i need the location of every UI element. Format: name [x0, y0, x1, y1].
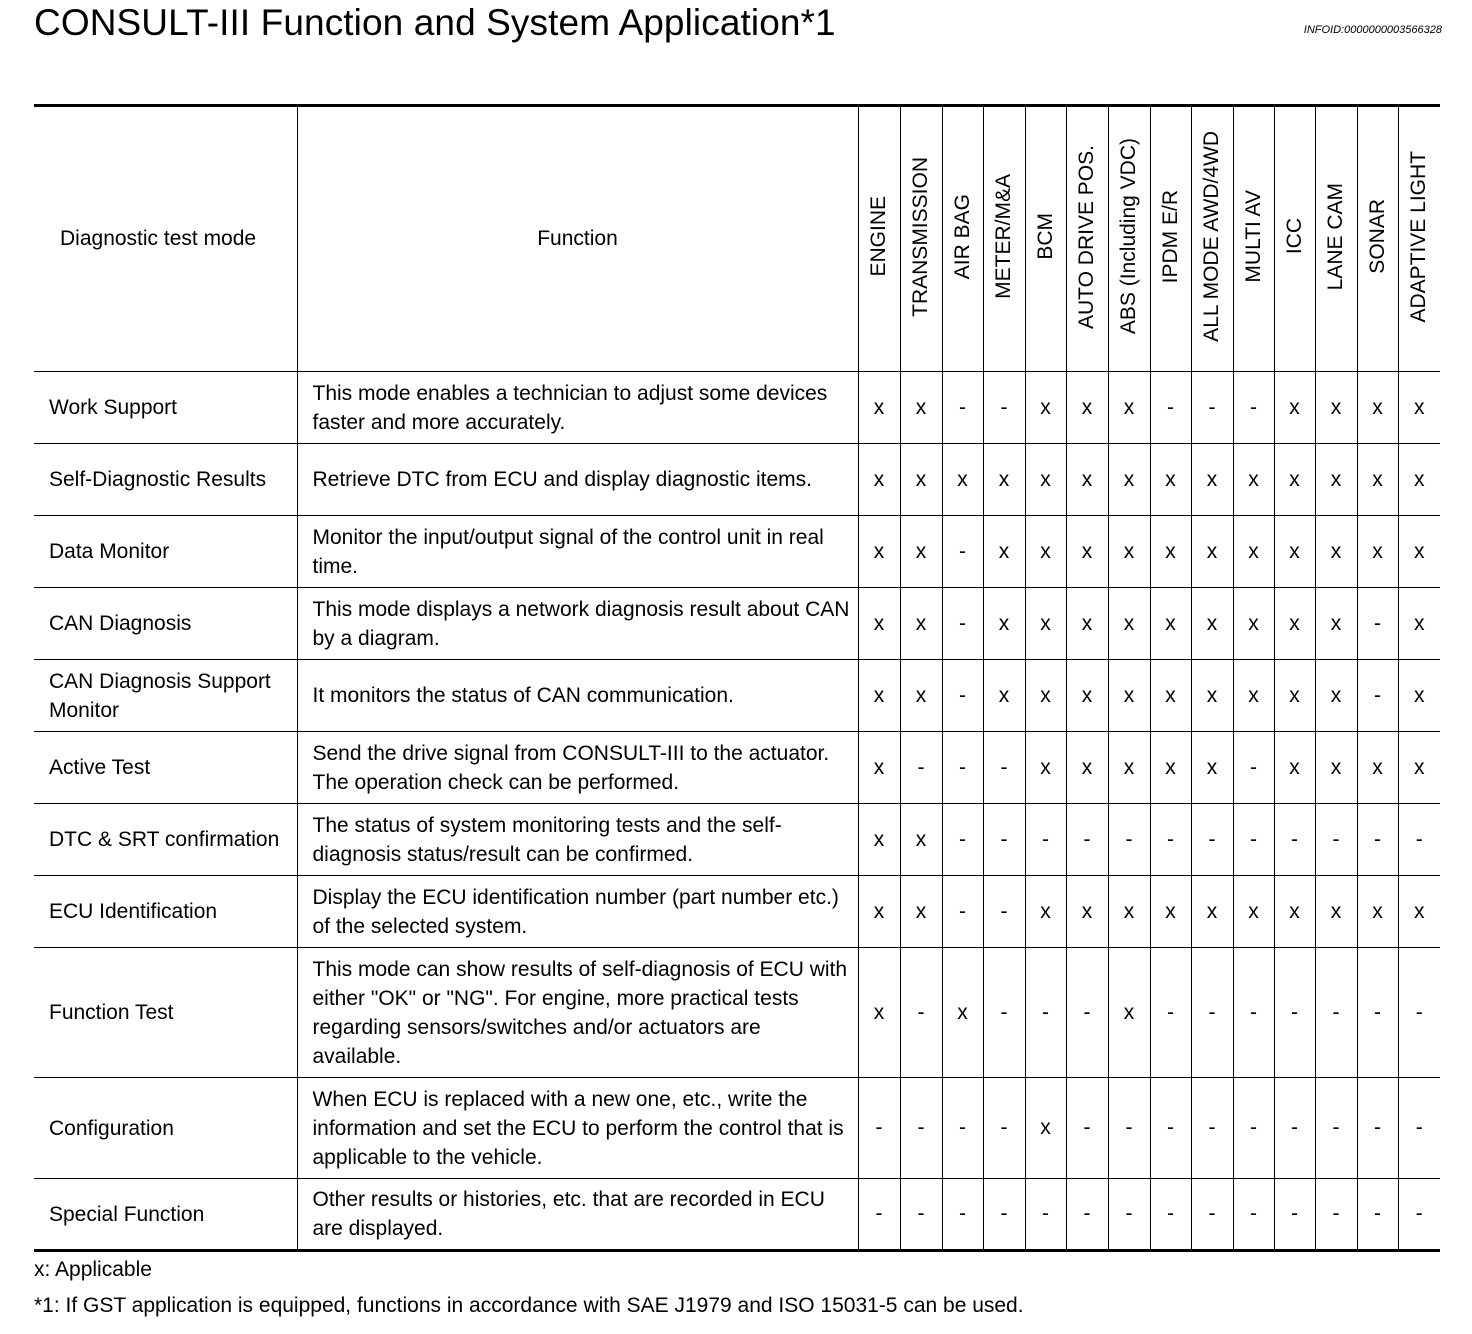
applicability-mark: - — [1233, 732, 1274, 804]
applicability-mark: x — [1025, 1078, 1066, 1179]
applicability-mark: - — [1357, 948, 1398, 1078]
applicability-mark: - — [1150, 1179, 1191, 1251]
system-header-multi-av — [1233, 106, 1274, 372]
system-header-label: AUTO DRIVE POS. — [1075, 144, 1098, 329]
applicability-mark: - — [983, 372, 1025, 444]
applicability-mark: - — [1357, 804, 1398, 876]
table-row — [34, 1179, 1440, 1251]
applicability-mark: x — [1398, 732, 1440, 804]
applicability-mark: x — [1357, 372, 1398, 444]
applicability-mark: x — [1150, 588, 1191, 660]
table-row — [34, 732, 1440, 804]
applicability-mark: - — [942, 516, 983, 588]
applicability-mark: x — [1315, 732, 1357, 804]
system-header-ipdm — [1150, 106, 1191, 372]
applicability-mark: - — [900, 732, 942, 804]
applicability-mark: - — [942, 804, 983, 876]
applicability-mark: x — [1066, 876, 1108, 948]
system-header-label: ABS (Including VDC) — [1117, 138, 1140, 335]
function-description-cell: This mode displays a network diagnosis result about CAN by a diagram. — [297, 588, 858, 660]
applicability-mark: x — [1066, 372, 1108, 444]
diagnostic-mode-cell: Function Test — [34, 948, 297, 1078]
mode-column-header: Diagnostic test mode — [34, 106, 297, 372]
table-header-row — [34, 106, 1440, 372]
applicability-mark: x — [1191, 732, 1233, 804]
applicability-mark: x — [900, 516, 942, 588]
applicability-mark: x — [1025, 444, 1066, 516]
applicability-mark: x — [1025, 588, 1066, 660]
system-header-label: METER/M&A — [992, 174, 1015, 299]
applicability-mark: - — [900, 1179, 942, 1251]
diagnostic-mode-cell: DTC & SRT confirmation — [34, 804, 297, 876]
applicability-mark: - — [1398, 804, 1440, 876]
applicability-mark: - — [1274, 948, 1315, 1078]
applicability-mark: - — [1108, 804, 1150, 876]
applicability-mark: - — [942, 732, 983, 804]
applicability-mark: - — [858, 1078, 900, 1179]
applicability-mark: x — [1066, 444, 1108, 516]
table-row — [34, 372, 1440, 444]
applicability-mark: - — [1066, 948, 1108, 1078]
function-system-table — [34, 104, 1440, 1252]
applicability-mark: x — [1233, 588, 1274, 660]
applicability-mark: x — [942, 948, 983, 1078]
applicability-mark: - — [1274, 1078, 1315, 1179]
applicability-mark: - — [1191, 948, 1233, 1078]
applicability-mark: x — [1274, 876, 1315, 948]
function-description-cell: Other results or histories, etc. that are recorded in ECU are displayed. — [297, 1179, 858, 1251]
diagnostic-mode-cell: Self-Diagnostic Results — [34, 444, 297, 516]
applicability-mark: - — [1025, 1179, 1066, 1251]
applicability-mark: - — [1191, 1179, 1233, 1251]
applicability-mark: - — [1274, 804, 1315, 876]
footnote: *1: If GST application is equipped, functions in accordance with SAE J1979 and ISO 15031-5 can be used. — [34, 1294, 1024, 1317]
applicability-mark: - — [900, 1078, 942, 1179]
applicability-mark: x — [942, 444, 983, 516]
applicability-mark: x — [1357, 444, 1398, 516]
applicability-mark: - — [900, 948, 942, 1078]
applicability-mark: x — [1233, 444, 1274, 516]
applicability-mark: x — [1025, 660, 1066, 732]
applicability-mark: x — [900, 804, 942, 876]
applicability-mark: - — [1066, 1078, 1108, 1179]
applicability-mark: - — [858, 1179, 900, 1251]
applicability-mark: x — [1025, 732, 1066, 804]
applicability-mark: - — [1233, 948, 1274, 1078]
table-row — [34, 588, 1440, 660]
applicability-mark: x — [1108, 876, 1150, 948]
applicability-mark: x — [1274, 588, 1315, 660]
system-header-awd — [1191, 106, 1233, 372]
applicability-mark: x — [1274, 372, 1315, 444]
table-row — [34, 804, 1440, 876]
function-description-cell: Display the ECU identification number (part number etc.) of the selected system. — [297, 876, 858, 948]
applicability-mark: x — [1357, 876, 1398, 948]
applicability-mark: x — [1398, 516, 1440, 588]
applicability-mark: x — [900, 588, 942, 660]
applicability-mark: x — [1398, 372, 1440, 444]
diagnostic-mode-cell: Work Support — [34, 372, 297, 444]
applicability-mark: - — [1398, 1078, 1440, 1179]
applicability-mark: x — [1108, 516, 1150, 588]
table-row — [34, 516, 1440, 588]
applicability-mark: x — [1274, 516, 1315, 588]
applicability-mark: x — [1315, 372, 1357, 444]
applicability-mark: x — [1150, 660, 1191, 732]
system-header-label: MULTI AV — [1241, 190, 1265, 283]
page-title: CONSULT-III Function and System Application*1 — [34, 2, 836, 43]
applicability-mark: - — [1315, 948, 1357, 1078]
applicability-mark: - — [1357, 660, 1398, 732]
applicability-mark: - — [1066, 1179, 1108, 1251]
applicability-mark: - — [1066, 804, 1108, 876]
system-header-transmission — [900, 106, 942, 372]
applicability-mark: x — [983, 444, 1025, 516]
applicability-mark: x — [858, 876, 900, 948]
applicability-mark: - — [942, 660, 983, 732]
system-header-label: LANE CAM — [1324, 182, 1347, 291]
applicability-mark: x — [900, 372, 942, 444]
applicability-mark: - — [1357, 588, 1398, 660]
applicability-mark: x — [858, 372, 900, 444]
table-row — [34, 1078, 1440, 1179]
table-body — [34, 372, 1440, 1251]
applicability-mark: x — [1357, 732, 1398, 804]
applicability-mark: x — [858, 588, 900, 660]
applicability-mark: x — [1066, 588, 1108, 660]
system-header-label: IPDM E/R — [1158, 189, 1182, 284]
applicability-mark: x — [1357, 516, 1398, 588]
system-header-label: ICC — [1282, 218, 1306, 255]
applicability-mark: - — [1108, 1179, 1150, 1251]
applicability-mark: - — [1191, 372, 1233, 444]
system-header-bcm — [1025, 106, 1066, 372]
applicability-mark: x — [1315, 660, 1357, 732]
table-row — [34, 948, 1440, 1078]
applicability-mark: x — [1066, 660, 1108, 732]
applicability-mark: - — [1233, 372, 1274, 444]
applicability-mark: x — [1315, 876, 1357, 948]
applicability-mark: - — [1315, 1078, 1357, 1179]
applicability-mark: x — [1398, 588, 1440, 660]
applicability-mark: x — [1315, 588, 1357, 660]
system-header-label: ALL MODE AWD/4WD — [1200, 131, 1223, 342]
applicability-mark: - — [1357, 1078, 1398, 1179]
applicability-mark: - — [1108, 1078, 1150, 1179]
applicability-mark: - — [1274, 1179, 1315, 1251]
system-header-auto-drive-pos — [1066, 106, 1108, 372]
applicability-mark: - — [942, 876, 983, 948]
applicability-mark: x — [1398, 876, 1440, 948]
applicability-mark: x — [1233, 516, 1274, 588]
applicability-mark: x — [900, 444, 942, 516]
applicability-mark: x — [1066, 732, 1108, 804]
applicability-mark: - — [1315, 1179, 1357, 1251]
applicability-mark: x — [858, 948, 900, 1078]
applicability-mark: x — [1274, 732, 1315, 804]
applicability-mark: x — [1233, 876, 1274, 948]
applicability-mark: x — [1108, 660, 1150, 732]
applicability-mark: - — [1233, 1078, 1274, 1179]
applicability-mark: - — [942, 1179, 983, 1251]
function-description-cell: Send the drive signal from CONSULT-III to the actuator. The operation check can be performed. — [297, 732, 858, 804]
system-header-abs — [1108, 106, 1150, 372]
function-description-cell: This mode enables a technician to adjust some devices faster and more accurately. — [297, 372, 858, 444]
applicability-mark: x — [1108, 588, 1150, 660]
applicability-mark: x — [858, 804, 900, 876]
system-header-icc — [1274, 106, 1315, 372]
applicability-mark: - — [983, 732, 1025, 804]
applicability-mark: - — [1150, 804, 1191, 876]
applicability-mark: - — [1025, 804, 1066, 876]
applicability-mark: x — [1398, 660, 1440, 732]
system-header-label: SONAR — [1365, 199, 1389, 274]
applicability-mark: - — [1233, 1179, 1274, 1251]
applicability-mark: - — [983, 1078, 1025, 1179]
system-header-label: TRANSMISSION — [909, 156, 932, 317]
system-header-label: AIR BAG — [950, 193, 974, 280]
applicability-mark: x — [1191, 588, 1233, 660]
applicability-mark: - — [1398, 948, 1440, 1078]
system-header-engine — [858, 106, 900, 372]
applicability-mark: x — [1025, 372, 1066, 444]
applicability-mark: - — [983, 804, 1025, 876]
system-header-adaptive-light — [1398, 106, 1440, 372]
diagnostic-mode-cell: CAN Diagnosis Support Monitor — [34, 660, 297, 732]
applicability-mark: x — [1191, 444, 1233, 516]
table-row — [34, 660, 1440, 732]
system-header-label: ENGINE — [867, 196, 890, 277]
applicability-mark: x — [858, 660, 900, 732]
applicability-mark: - — [942, 372, 983, 444]
applicability-mark: x — [900, 876, 942, 948]
applicability-mark: - — [1025, 948, 1066, 1078]
applicability-mark: - — [1233, 804, 1274, 876]
applicability-mark: - — [1150, 372, 1191, 444]
function-description-cell: This mode can show results of self-diagnosis of ECU with either "OK" or "NG". For engine, more practical tests regarding sensors/switches and/or actuators are available. — [297, 948, 858, 1078]
system-header-air-bag — [942, 106, 983, 372]
applicability-mark: x — [1233, 660, 1274, 732]
applicability-mark: x — [1150, 444, 1191, 516]
applicability-mark: - — [983, 876, 1025, 948]
system-header-meter — [983, 106, 1025, 372]
applicability-mark: - — [983, 1179, 1025, 1251]
applicability-mark: - — [1191, 1078, 1233, 1179]
legend-note: x: Applicable — [34, 1258, 152, 1281]
applicability-mark: x — [1315, 516, 1357, 588]
system-header-label: BCM — [1033, 213, 1057, 260]
applicability-mark: x — [1150, 516, 1191, 588]
system-header-lane-cam — [1315, 106, 1357, 372]
applicability-mark: x — [858, 732, 900, 804]
table-row — [34, 444, 1440, 516]
applicability-mark: x — [1025, 876, 1066, 948]
applicability-mark: - — [1357, 1179, 1398, 1251]
applicability-mark: x — [1274, 660, 1315, 732]
applicability-mark: x — [1108, 948, 1150, 1078]
applicability-mark: x — [1108, 732, 1150, 804]
applicability-mark: - — [1398, 1179, 1440, 1251]
applicability-mark: x — [1191, 660, 1233, 732]
function-description-cell: It monitors the status of CAN communication. — [297, 660, 858, 732]
applicability-mark: - — [942, 588, 983, 660]
diagnostic-mode-cell: Special Function — [34, 1179, 297, 1251]
applicability-mark: x — [1150, 876, 1191, 948]
applicability-mark: x — [983, 588, 1025, 660]
applicability-mark: x — [1315, 444, 1357, 516]
function-column-header: Function — [297, 106, 858, 372]
function-description-cell: Retrieve DTC from ECU and display diagnostic items. — [297, 444, 858, 516]
applicability-mark: x — [900, 660, 942, 732]
applicability-mark: - — [1191, 804, 1233, 876]
diagnostic-mode-cell: ECU Identification — [34, 876, 297, 948]
applicability-mark: - — [1315, 804, 1357, 876]
applicability-mark: x — [1191, 876, 1233, 948]
applicability-mark: x — [1025, 516, 1066, 588]
applicability-mark: x — [1150, 732, 1191, 804]
diagnostic-mode-cell: Data Monitor — [34, 516, 297, 588]
diagnostic-mode-cell: Active Test — [34, 732, 297, 804]
applicability-mark: x — [983, 516, 1025, 588]
function-description-cell: When ECU is replaced with a new one, etc., write the information and set the ECU to perform the control that is applicable to the vehicle. — [297, 1078, 858, 1179]
diagnostic-mode-cell: CAN Diagnosis — [34, 588, 297, 660]
applicability-mark: - — [942, 1078, 983, 1179]
applicability-mark: x — [1108, 372, 1150, 444]
table-row — [34, 876, 1440, 948]
applicability-mark: - — [983, 948, 1025, 1078]
function-description-cell: The status of system monitoring tests and the self-diagnosis status/result can be confirmed. — [297, 804, 858, 876]
applicability-mark: x — [1191, 516, 1233, 588]
applicability-mark: x — [983, 660, 1025, 732]
system-header-label: ADAPTIVE LIGHT — [1407, 150, 1431, 323]
applicability-mark: - — [1150, 1078, 1191, 1179]
system-header-sonar — [1357, 106, 1398, 372]
diagnostic-mode-cell: Configuration — [34, 1078, 297, 1179]
applicability-mark: x — [858, 516, 900, 588]
function-description-cell: Monitor the input/output signal of the control unit in real time. — [297, 516, 858, 588]
applicability-mark: x — [1398, 444, 1440, 516]
applicability-mark: x — [1066, 516, 1108, 588]
applicability-mark: x — [1108, 444, 1150, 516]
info-id: INFOID:0000000003566328 — [1303, 24, 1442, 36]
applicability-mark: x — [858, 444, 900, 516]
applicability-mark: - — [1150, 948, 1191, 1078]
applicability-mark: x — [1274, 444, 1315, 516]
